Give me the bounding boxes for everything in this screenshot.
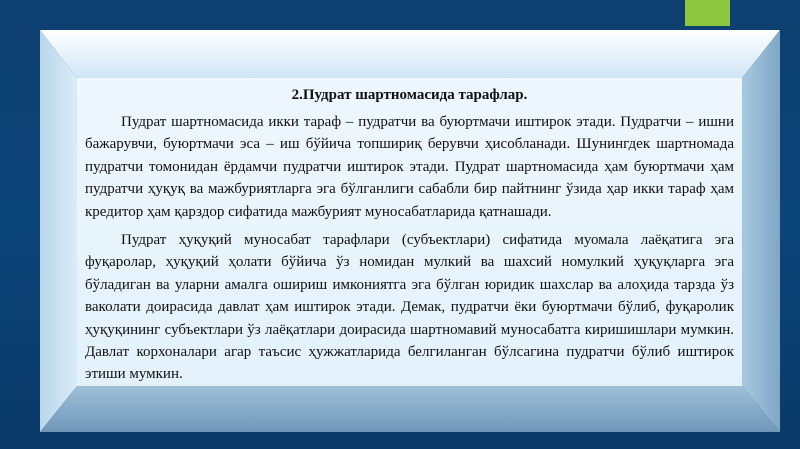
document-title: 2.Пудрат шартномасида тарафлар.	[291, 87, 528, 103]
paragraph-subjects: Пудрат ҳуқуқий муносабат тарафлари (субъектлари) сифатида муомала лаёқатига эга фуқаролар, ҳуқуқий ҳолати бўйича ўз номидан мулкий ва шахсий номулкий ҳуқуқларга эга бўладиган ва уларни амалга ошириш имкониятга эга бўлган юридик шахслар ва алоҳида тарзда ўз ваколати доирасида давлат ҳам иштирок этади. Демак, пудратчи ёки буюртмачи бўлиб, фуқаролик ҳуқуқининг субъектлари ўз лаёқатлари доирасида шартномавий муносабатга киришишлари мумкин. Давлат корхоналари агар таъсис ҳужжатларида белгиланган бўлсагина пудратчи бўлиб иштирок этиши мумкин.	[85, 232, 734, 383]
content-panel	[77, 78, 742, 386]
accent-square	[685, 0, 730, 26]
paragraph-parties: Пудрат шартномасида икки тараф – пудратчи ва буюртмачи иштирок этади. Пудратчи – ишни бажарувчи, буюртмачи эса – иш бўйича топшириқ берувчи ҳисобланади. Шунингдек шартномада пудратчи томонидан ёрдамчи пудратчи иштирок этади. Пудрат шартномасида ҳам буюртмачи ҳам пудратчи ҳуқуқ ва мажбуриятларга эга бўлганлиги сабабли бир пайтнинг ўзида ҳар икки тараф ҳам кредитор ҳам қарздор сифатида мажбурият муносабатларида қатнашади.	[85, 114, 734, 220]
